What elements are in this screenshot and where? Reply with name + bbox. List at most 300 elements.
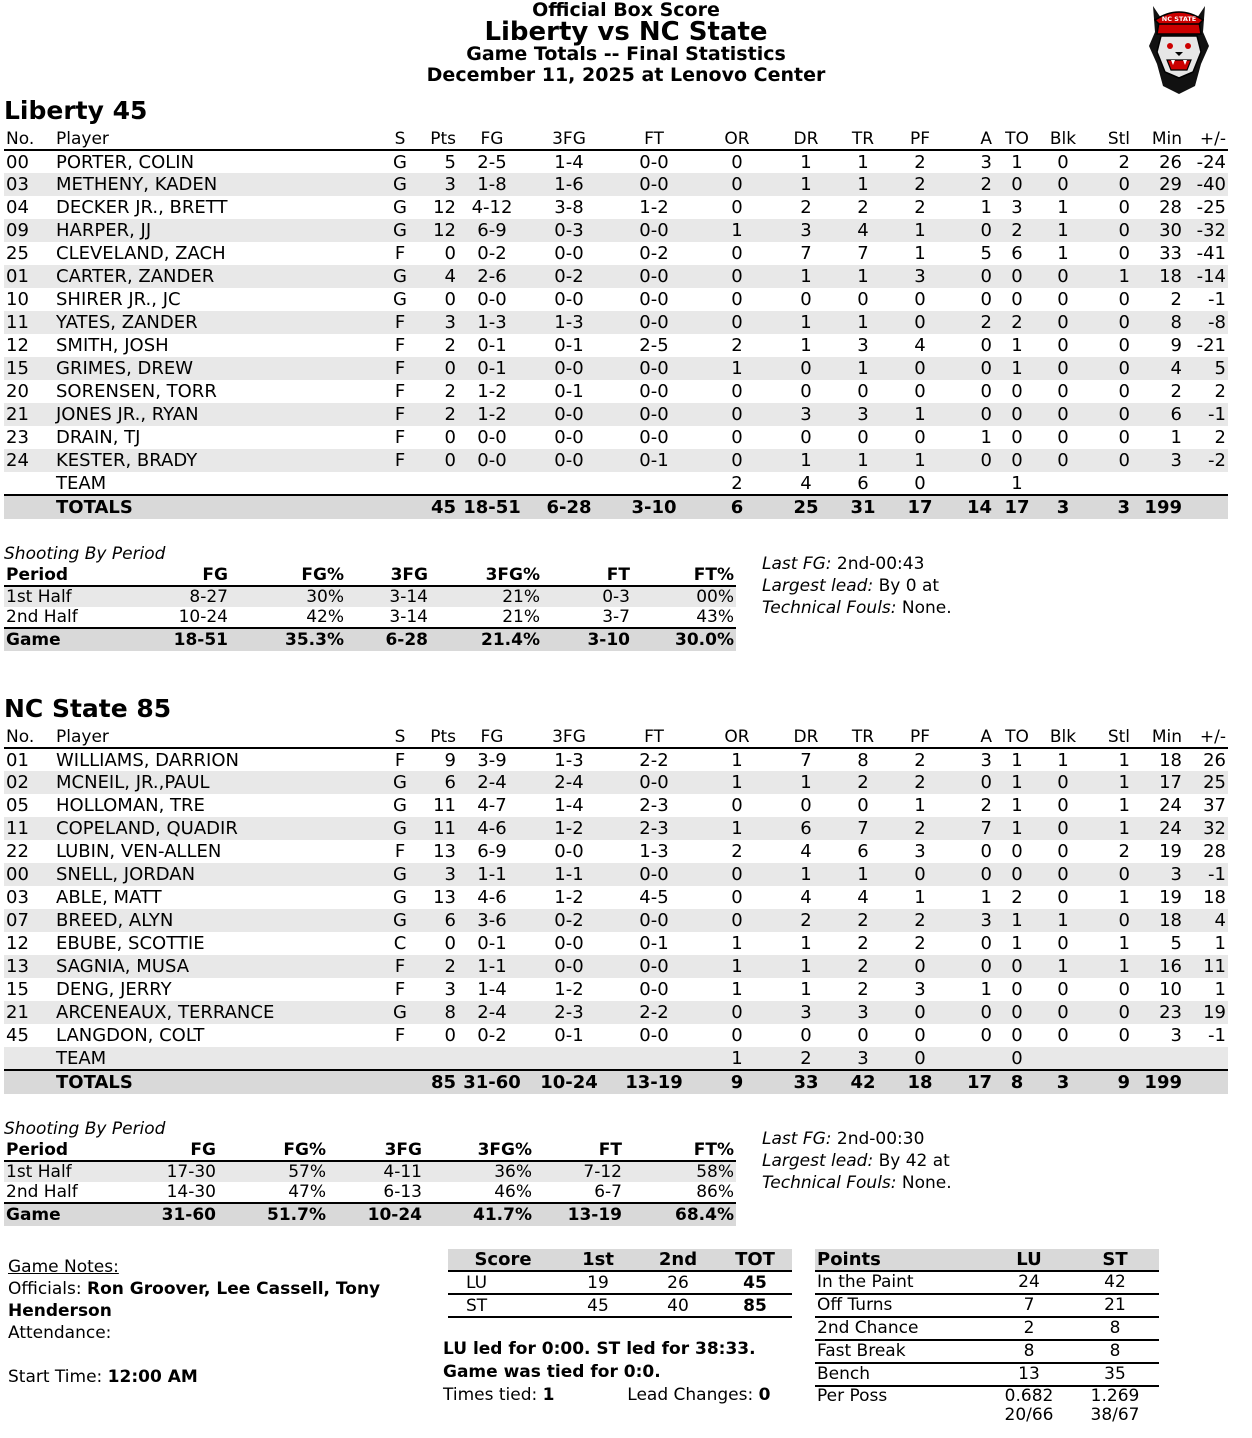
stat-cell: TEAM (54, 1047, 384, 1070)
stat-cell: 03 (4, 173, 54, 196)
stat-cell (4, 1047, 54, 1070)
shooting-cell: 42% (306, 607, 344, 627)
score-cell: 19 (558, 1271, 638, 1294)
officials-names: Ron Groover, Lee Cassell, Tony Henderson (8, 1279, 381, 1321)
stat-cell: HOLLOMAN, TRE (56, 795, 205, 816)
table-row (4, 1024, 1228, 1047)
lead-info (443, 1338, 783, 1407)
ncstate-header-row (4, 726, 1228, 748)
shooting-cell: 46% (494, 1182, 532, 1202)
stat-cell: 3 (416, 173, 458, 196)
stat-cell: 0 (857, 289, 869, 310)
shooting-game-cell: Game (4, 628, 124, 651)
stat-cell: 1 (1214, 933, 1226, 954)
shooting-cell: 21% (430, 586, 542, 607)
stat-cell: 0 (980, 933, 992, 954)
stat-cell: 0 (731, 197, 743, 218)
ncstate-largest-lead-label: Largest lead: (762, 1151, 874, 1171)
points-col-header: ST (1071, 1249, 1159, 1271)
stat-cell: G (393, 887, 407, 908)
points-cell: 8 (987, 1340, 1071, 1363)
liberty-shooting-rows (4, 586, 736, 651)
stat-cell: 0 (994, 1047, 1040, 1070)
stat-cell: -1 (1208, 289, 1226, 310)
stat-cell: 0 (731, 1025, 743, 1046)
stat-cell: 1 (1057, 243, 1069, 264)
ncstate-col-header: Pts (416, 726, 458, 748)
stat-cell: 10 (6, 289, 29, 310)
points-cell: Bench (815, 1363, 987, 1386)
stat-cell: 0-1 (477, 933, 507, 954)
totals-cell: 33 (778, 1070, 834, 1094)
stat-cell: 0 (1057, 289, 1069, 310)
stat-cell: 1 (980, 979, 992, 1000)
stat-cell: 1 (731, 749, 743, 771)
stat-cell: 0 (696, 173, 778, 196)
stat-cell: 0 (1040, 449, 1086, 472)
stat-cell: 0 (696, 311, 778, 334)
stat-cell: 4-12 (471, 197, 513, 218)
stat-cell: -8 (1184, 311, 1228, 334)
stat-cell: 3 (980, 749, 992, 771)
stat-cell: 0-0 (554, 427, 584, 448)
points-rows (815, 1271, 1159, 1425)
stat-cell: -24 (1196, 151, 1226, 173)
stat-cell: 0 (800, 427, 812, 448)
stat-cell: 4-5 (639, 887, 669, 908)
liberty-shooting-caption: Shooting By Period (4, 544, 166, 564)
score-by-half-table (448, 1249, 792, 1318)
totals-cell (1184, 1070, 1228, 1094)
stat-cell: -1 (1208, 1025, 1226, 1046)
points-row (815, 1294, 1159, 1317)
stat-cell: 10 (1159, 979, 1182, 1000)
stat-cell: 0-0 (554, 841, 584, 862)
ncstate-col-header: +/- (1184, 726, 1228, 748)
shooting-col-header: 3FG% (430, 565, 542, 586)
totals-cell: 17 (892, 495, 948, 519)
stat-cell: 0 (1011, 979, 1023, 1000)
stat-cell: 0-1 (477, 335, 507, 356)
stat-cell: 12 (433, 197, 456, 218)
stat-cell: 1 (800, 335, 812, 356)
stat-cell: SORENSEN, TORR (56, 381, 217, 402)
score-cell: ST (448, 1294, 558, 1317)
stat-cell: 0 (416, 357, 458, 380)
stat-cell: 3 (857, 335, 869, 356)
stat-cell: 1 (980, 887, 992, 908)
stat-cell: 0 (1011, 289, 1023, 310)
stat-cell: 0 (1040, 817, 1086, 840)
stat-cell (384, 472, 416, 495)
stat-cell: SMITH, JOSH (56, 335, 169, 356)
stat-cell: TEAM (56, 472, 107, 494)
totals-cell: 6 (696, 495, 778, 519)
stat-cell: -32 (1184, 219, 1228, 242)
ncstate-tech: None. (896, 1173, 952, 1193)
stat-cell: 0-0 (477, 289, 507, 310)
stat-cell: 4 (800, 472, 812, 494)
stat-cell: 19 (1159, 841, 1182, 862)
shooting-game-cell: 21.4% (430, 628, 542, 651)
stat-cell: ARCENEAUX, TERRANCE (54, 1001, 384, 1024)
liberty-col-header: DR (778, 128, 834, 150)
stat-cell: 1 (892, 449, 948, 472)
liberty-tech: None. (896, 598, 952, 618)
stat-cell: F (394, 243, 406, 264)
stat-cell: 2 (914, 197, 926, 218)
stat-cell: 2-5 (477, 151, 507, 173)
score-col-header: 2nd (638, 1249, 718, 1271)
shooting-game-cell: Game (4, 1203, 124, 1226)
stat-cell: 1 (696, 771, 778, 794)
stat-cell: 2 (778, 1047, 834, 1070)
shooting-game-row (4, 1203, 736, 1226)
stat-cell: 0 (914, 381, 926, 402)
stat-cell: 07 (4, 909, 54, 932)
totals-cell: 9 (696, 1070, 778, 1094)
stat-cell: 0 (980, 1025, 992, 1046)
stat-cell: 0 (1118, 197, 1130, 218)
stat-cell: 0 (1057, 381, 1069, 402)
points-row (815, 1317, 1159, 1340)
ncstate-shooting-table (4, 1140, 736, 1226)
stat-cell: 2 (731, 335, 743, 356)
ncstate-col-header: FG (458, 726, 526, 748)
stat-cell: 0-1 (554, 335, 584, 356)
stat-cell: 2 (1118, 841, 1130, 862)
score-col-header: Score (448, 1249, 558, 1271)
stat-cell: 22 (6, 841, 29, 862)
table-row (4, 196, 1228, 219)
table-row (4, 748, 1228, 771)
stat-cell: 02 (4, 771, 54, 794)
stat-cell: 2-4 (526, 771, 612, 794)
shooting-col-header: FG (124, 565, 230, 586)
stat-cell: 0 (948, 771, 994, 794)
stat-cell (384, 1047, 416, 1070)
stat-cell: 2-6 (458, 265, 526, 288)
stat-cell: 4-6 (477, 887, 507, 908)
ncstate-col-header: Blk (1040, 726, 1086, 748)
points-cell: 35 (1071, 1363, 1159, 1386)
subtitle: Game Totals -- Final Statistics (466, 43, 786, 65)
shooting-cell: 10-24 (178, 607, 228, 627)
totals-cell (384, 495, 416, 519)
stat-cell: F (384, 357, 416, 380)
shooting-col-header: FG% (218, 1140, 328, 1161)
stat-cell: 3 (834, 1001, 892, 1024)
stat-cell: 1-2 (554, 887, 584, 908)
stat-cell: 4 (416, 265, 458, 288)
stat-cell: 21 (4, 1001, 54, 1024)
stat-cell: 1-3 (526, 311, 612, 334)
stat-cell: 1 (914, 243, 926, 264)
stat-cell: 0-2 (639, 243, 669, 264)
stat-cell: 0 (948, 265, 994, 288)
liberty-tech-label: Technical Fouls: (762, 598, 897, 618)
stat-cell: 1-3 (458, 311, 526, 334)
stat-cell: 1 (1086, 817, 1132, 840)
stat-cell: F (394, 335, 406, 356)
stat-cell: 18 (1203, 887, 1226, 908)
stat-cell (1184, 472, 1228, 495)
stat-cell: 5 (1170, 933, 1182, 954)
stat-cell: 0-0 (526, 955, 612, 978)
stat-cell: 1 (1086, 771, 1132, 794)
stat-cell (1040, 472, 1086, 495)
stat-cell: 0 (948, 863, 994, 886)
stat-cell: 23 (1132, 1001, 1184, 1024)
score-cell: 85 (718, 1294, 792, 1317)
stat-cell: PORTER, COLIN (56, 151, 195, 173)
stat-cell: 15 (4, 357, 54, 380)
stat-cell: 0 (696, 863, 778, 886)
liberty-side-notes (762, 553, 952, 619)
stat-cell: 0-1 (554, 1025, 584, 1046)
table-row (4, 1047, 1228, 1070)
stat-cell: 1 (834, 863, 892, 886)
table-row (4, 380, 1228, 403)
table-row (4, 288, 1228, 311)
stat-cell: F (384, 449, 416, 472)
stat-cell: 2 (914, 749, 926, 771)
stat-cell: 24 (1132, 817, 1184, 840)
stat-cell: 0 (1011, 381, 1023, 402)
shooting-cell: 00% (632, 586, 736, 607)
stat-cell: F (394, 841, 406, 862)
shooting-cell: 57% (218, 1161, 328, 1182)
liberty-col-header: TO (994, 128, 1040, 150)
shooting-cell: 3-14 (346, 586, 430, 607)
stat-cell: 0 (1040, 357, 1086, 380)
liberty-header-row (4, 128, 1228, 150)
ncstate-largest-lead: By 42 at (873, 1151, 950, 1171)
stat-cell: 6 (857, 472, 869, 494)
stat-cell: 1 (778, 265, 834, 288)
stat-cell (1040, 1047, 1086, 1070)
shooting-col-header: 3FG% (424, 1140, 534, 1161)
stat-cell: 0 (1011, 1025, 1023, 1046)
stat-cell: 0-0 (612, 403, 696, 426)
liberty-col-header: Player (54, 128, 384, 150)
totals-cell: 8 (994, 1070, 1040, 1094)
stat-cell: 0-0 (612, 311, 696, 334)
stat-cell: 32 (1184, 817, 1228, 840)
stat-cell: 0 (994, 863, 1040, 886)
stat-cell: 1 (696, 955, 778, 978)
ncstate-col-header: Min (1132, 726, 1184, 748)
shooting-game-cell: 3-10 (542, 628, 632, 651)
stat-cell: 1 (1040, 955, 1086, 978)
stat-cell: 6 (1132, 403, 1184, 426)
stat-cell: F (384, 403, 416, 426)
shooting-cell: 21% (502, 607, 540, 627)
stat-cell: BREED, ALYN (54, 909, 384, 932)
stat-cell: G (393, 795, 407, 816)
stat-cell: 1 (980, 427, 992, 448)
stat-cell: 1 (914, 795, 926, 816)
totals-cell: 199 (1132, 495, 1184, 519)
stat-cell: 0 (1118, 289, 1130, 310)
stat-cell: 1-2 (554, 979, 584, 1000)
stat-cell: 8 (416, 1001, 458, 1024)
stat-cell: 00 (6, 151, 29, 173)
totals-cell: 31-60 (458, 1070, 526, 1094)
totals-cell: 85 (416, 1070, 458, 1094)
stat-cell: HARPER, JJ (54, 219, 384, 242)
stat-cell: 2-2 (612, 1001, 696, 1024)
stat-cell: 4 (800, 841, 812, 862)
stat-cell: 0 (1057, 335, 1069, 356)
per-poss-lu (987, 1386, 1071, 1425)
stat-cell: C (393, 933, 407, 954)
stat-cell: 3-6 (458, 909, 526, 932)
stat-cell: 1-4 (477, 979, 507, 1000)
stat-cell: 6-9 (458, 219, 526, 242)
stat-cell (458, 472, 526, 495)
shooting-cell: 6-7 (594, 1182, 622, 1202)
stat-cell: 12 (416, 219, 458, 242)
stat-cell: 1 (1170, 427, 1182, 448)
stat-cell: 8 (1132, 311, 1184, 334)
stat-cell: 1 (696, 219, 778, 242)
stat-cell: 2-4 (458, 771, 526, 794)
stat-cell: 0-0 (612, 909, 696, 932)
liberty-col-header: S (384, 128, 416, 150)
shooting-col-header: 3FG (328, 1140, 424, 1161)
shooting-game-cell: 68.4% (624, 1203, 736, 1226)
ncstate-totals-row (4, 1070, 1228, 1094)
stat-cell: 0 (731, 381, 743, 402)
stat-cell: G (384, 771, 416, 794)
stat-cell: 2 (892, 771, 948, 794)
stat-cell: 0 (731, 887, 743, 908)
stat-cell: 2 (892, 173, 948, 196)
stat-cell: 3 (834, 1047, 892, 1070)
stat-cell: 1 (1011, 472, 1023, 494)
points-row (815, 1271, 1159, 1294)
stat-cell: F (394, 749, 406, 771)
stat-cell: 12 (6, 933, 29, 954)
shooting-row (4, 607, 736, 628)
stat-cell: 2-3 (526, 1001, 612, 1024)
liberty-col-header: PF (892, 128, 948, 150)
times-tied-label: Times tied: (443, 1385, 543, 1405)
stat-cell: 0 (1057, 795, 1069, 816)
start-time-line (8, 1366, 408, 1388)
stat-cell: 1 (778, 173, 834, 196)
score-col-header: 1st (558, 1249, 638, 1271)
stat-cell: 0 (1011, 427, 1023, 448)
points-row (815, 1340, 1159, 1363)
stat-cell: 3 (1011, 197, 1023, 218)
ncstate-rows (4, 748, 1228, 1094)
stat-cell: 4-7 (477, 795, 507, 816)
stat-cell: 0 (980, 335, 992, 356)
stat-cell: 1 (778, 771, 834, 794)
stat-cell: 0 (1086, 311, 1132, 334)
score-cell: 26 (638, 1271, 718, 1294)
stat-cell: 3 (1132, 863, 1184, 886)
ncstate-col-header: A (948, 726, 994, 748)
stat-cell: 1-2 (639, 197, 669, 218)
stat-cell: 0 (948, 403, 994, 426)
stat-cell: 1-1 (526, 863, 612, 886)
stat-cell: 0 (948, 1001, 994, 1024)
stat-cell: 1 (1011, 151, 1023, 173)
stat-cell: 2 (994, 311, 1040, 334)
stat-cell: 1-3 (554, 749, 584, 771)
stat-cell: 1 (1040, 909, 1086, 932)
stat-cell: 2 (1170, 381, 1182, 402)
stat-cell: 0 (1118, 979, 1130, 1000)
stat-cell (1132, 472, 1184, 495)
stat-cell: 1 (1214, 979, 1226, 1000)
stat-cell: 0 (696, 1001, 778, 1024)
points-cell: 2 (987, 1317, 1071, 1340)
stat-cell: 6-9 (477, 841, 507, 862)
stat-cell: 4 (1184, 909, 1228, 932)
stat-cell: 0 (1086, 403, 1132, 426)
stat-cell: 0 (800, 795, 812, 816)
stat-cell: 0-1 (639, 933, 669, 954)
stat-cell: G (384, 1001, 416, 1024)
liberty-col-header: FT (612, 128, 696, 150)
stat-cell: 1-3 (639, 841, 669, 862)
shooting-col-header: Period (4, 1140, 124, 1161)
stat-cell: 11 (4, 311, 54, 334)
shooting-game-cell: 10-24 (328, 1203, 424, 1226)
stat-cell: 1 (834, 449, 892, 472)
shooting-cell: 2nd Half (6, 607, 78, 627)
liberty-largest-lead: By 0 at (873, 576, 940, 596)
stat-cell: 0 (1057, 427, 1069, 448)
shooting-game-cell: 31-60 (124, 1203, 218, 1226)
ncstate-shooting-caption: Shooting By Period (4, 1119, 166, 1139)
stat-cell: 0-0 (612, 173, 696, 196)
stat-cell: 2 (1011, 887, 1023, 908)
table-row (4, 817, 1228, 840)
stat-cell: 0 (731, 427, 743, 448)
stat-cell: F (384, 955, 416, 978)
stat-cell: 1 (834, 265, 892, 288)
stat-cell: 1 (1118, 933, 1130, 954)
stat-cell: 7 (857, 243, 869, 264)
stat-cell: 16 (1132, 955, 1184, 978)
shooting-game-cell: 35.3% (230, 628, 346, 651)
shooting-cell: 47% (288, 1182, 326, 1202)
stat-cell: 26 (1203, 749, 1226, 771)
stat-cell: 0 (994, 955, 1040, 978)
liberty-col-header: No. (4, 128, 54, 150)
stat-cell: GRIMES, DREW (54, 357, 384, 380)
stat-cell: 0-0 (639, 979, 669, 1000)
stat-cell: 0 (914, 472, 926, 494)
stat-cell: 0 (1040, 311, 1086, 334)
stat-cell: 7 (800, 243, 812, 264)
points-breakdown-table (815, 1249, 1159, 1425)
stat-cell: 13 (4, 955, 54, 978)
stat-cell: METHENY, KADEN (54, 173, 384, 196)
stat-cell: KESTER, BRADY (54, 449, 384, 472)
stat-cell: 0 (1040, 403, 1086, 426)
points-cell: 7 (987, 1294, 1071, 1317)
stat-cell: 19 (1184, 1001, 1228, 1024)
stat-cell: CARTER, ZANDER (54, 265, 384, 288)
stat-cell: 3 (914, 979, 926, 1000)
stat-cell (612, 472, 696, 495)
